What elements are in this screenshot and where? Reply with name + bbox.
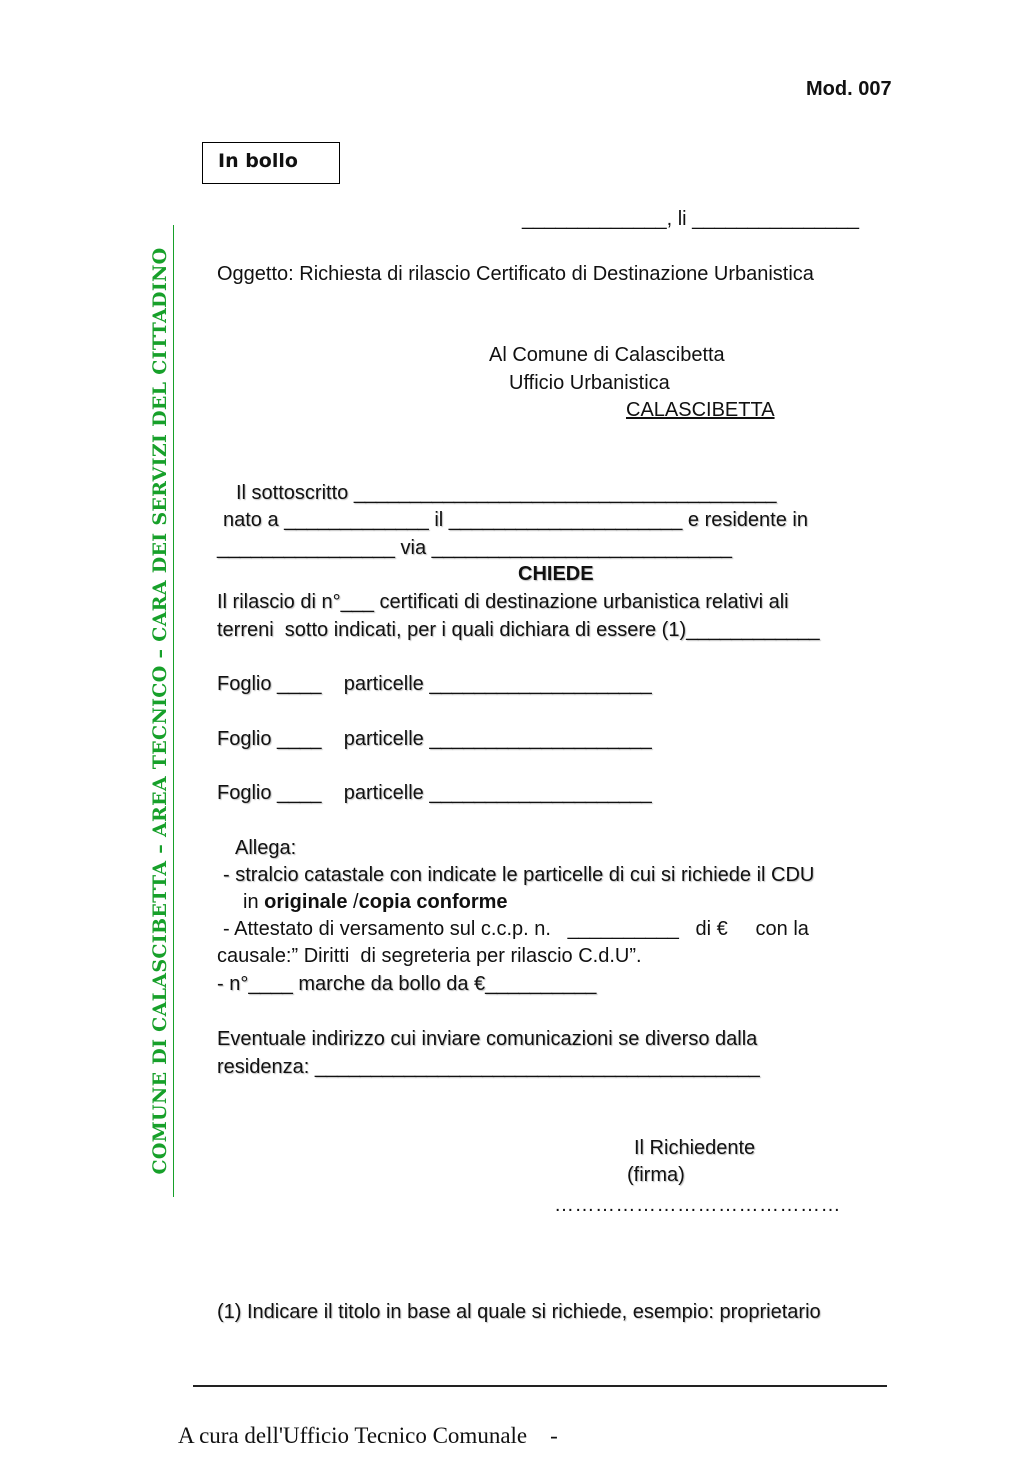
signature-sub: (firma) bbox=[627, 1164, 685, 1186]
footer-text: A cura dell'Ufficio Tecnico Comunale - bbox=[178, 1423, 558, 1448]
subject-line: Oggetto: Richiesta di rilascio Certificato di Destinazione Urbanistica bbox=[217, 263, 814, 285]
signature-label: Il Richiedente bbox=[634, 1137, 756, 1159]
attachments-heading: Allega: bbox=[235, 837, 297, 859]
attachment-in-text: in bbox=[243, 891, 265, 913]
place-date-line: _____________, li _______________ bbox=[522, 208, 860, 230]
footer-divider bbox=[193, 1385, 887, 1387]
attachment-item-2-line-1: - Attestato di versamento sul c.c.p. n. __________ di € con la bbox=[223, 918, 809, 940]
recipient-city: CALASCIBETTA bbox=[626, 399, 775, 421]
attachment-item-1: - stralcio catastale con indicate le particelle di cui si richiede il CDU bbox=[223, 864, 815, 886]
parcel-line: Foglio ____ particelle ____________________ bbox=[217, 673, 652, 695]
request-line-1: Il rilascio di n°___ certificati di destinazione urbanistica relativi ali bbox=[217, 591, 789, 613]
address-line-2: residenza: ________________________________________ bbox=[217, 1056, 760, 1078]
recipient-line-2: Ufficio Urbanistica bbox=[509, 372, 670, 394]
attachment-item-1-format bbox=[243, 890, 508, 914]
street-line: ________________ via ___________________________ bbox=[217, 537, 732, 559]
attachment-item-2-line-2: causale:” Diritti di segreteria per rilascio C.d.U”. bbox=[217, 945, 642, 967]
address-line-1: Eventuale indirizzo cui inviare comunicazioni se diverso dalla bbox=[217, 1028, 758, 1050]
birth-residence-line: nato a _____________ il _____________________ e residente in bbox=[223, 509, 808, 531]
model-number: Mod. 007 bbox=[806, 78, 892, 100]
undersigned-line: Il sottoscritto ______________________________________ bbox=[236, 482, 777, 504]
recipient-line-1: Al Comune di Calascibetta bbox=[489, 344, 725, 366]
footnote: (1) Indicare il titolo in base al quale si richiede, esempio: proprietario bbox=[217, 1301, 821, 1323]
attachment-copy-text: copia conforme bbox=[358, 891, 508, 913]
attachment-separator: / bbox=[347, 891, 359, 913]
parcel-line: Foglio ____ particelle ____________________ bbox=[217, 728, 652, 750]
attachment-item-3: - n°____ marche da bollo da €__________ bbox=[217, 973, 597, 995]
request-heading: CHIEDE bbox=[518, 563, 594, 585]
sidebar-vertical-title: COMUNE DI CALASCIBETTA – AREA TECNICO – CARA DEI SERVIZI DEL CITTADINO bbox=[147, 225, 174, 1197]
stamp-label: In bollo bbox=[218, 150, 298, 172]
attachment-original-text: originale bbox=[264, 891, 348, 913]
parcel-line: Foglio ____ particelle ____________________ bbox=[217, 782, 652, 804]
signature-dots: …………………………………… bbox=[554, 1194, 841, 1216]
request-line-2: terreni sotto indicati, per i quali dichiara di essere (1)____________ bbox=[217, 619, 820, 641]
